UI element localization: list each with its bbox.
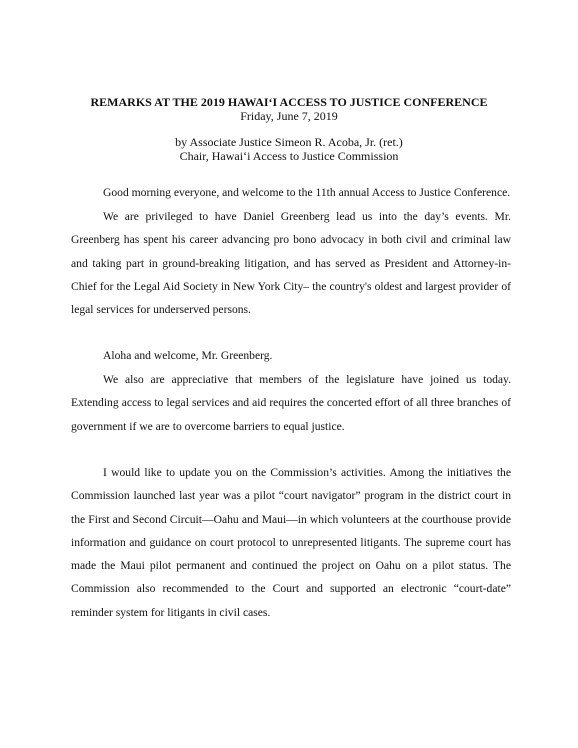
paragraph-aloha: Aloha and welcome, Mr. Greenberg.: [103, 349, 273, 362]
paragraph-welcome: Good morning everyone, and welcome to the 11th annual Access to Justice Conference.: [103, 186, 511, 199]
document-title: REMARKS AT THE 2019 HAWAI‘I ACCESS TO JUSTICE CONFERENCE: [90, 95, 488, 109]
paragraph-legislature: We also are appreciative that members of the legislature have joined us today. Extending access to legal services and aid requires the concerted effort of all three branches of government if we are to overcome barriers to equal justice.: [71, 373, 511, 433]
author-byline: by Associate Justice Simeon R. Acoba, Jr. (ret.): [175, 135, 403, 149]
author-affiliation: Chair, Hawai‘i Access to Justice Commission: [179, 149, 399, 163]
paragraph-commission-update: I would like to update you on the Commission’s activities. Among the initiatives the Commission launched last year was a pilot “court navigator” program in the district court in the First and Second Circuit—Oahu and Maui—in which volunteers at the courthouse provide information and guidance on court protocol to unrepresented litigants. The supreme court has made the Maui pilot permanent and continued the project on Oahu on a pilot status. The Commission also recommended to the Court and supported an electronic “court-date” reminder system for litigants in civil cases.: [71, 466, 511, 619]
document-date: Friday, June 7, 2019: [240, 109, 338, 123]
paragraph-keynote-intro: We are privileged to have Daniel Greenberg lead us into the day’s events. Mr. Greenberg has spent his career advancing pro bono advocacy in both civil and criminal law and taking part in ground-breaking litigation, and has served as President and Attorney-in-Chief for the Legal Aid Society in New York City– the country's oldest and largest provider of legal services for underserved persons.: [71, 210, 511, 317]
author-block: [0, 135, 578, 163]
document-header: [0, 95, 578, 123]
